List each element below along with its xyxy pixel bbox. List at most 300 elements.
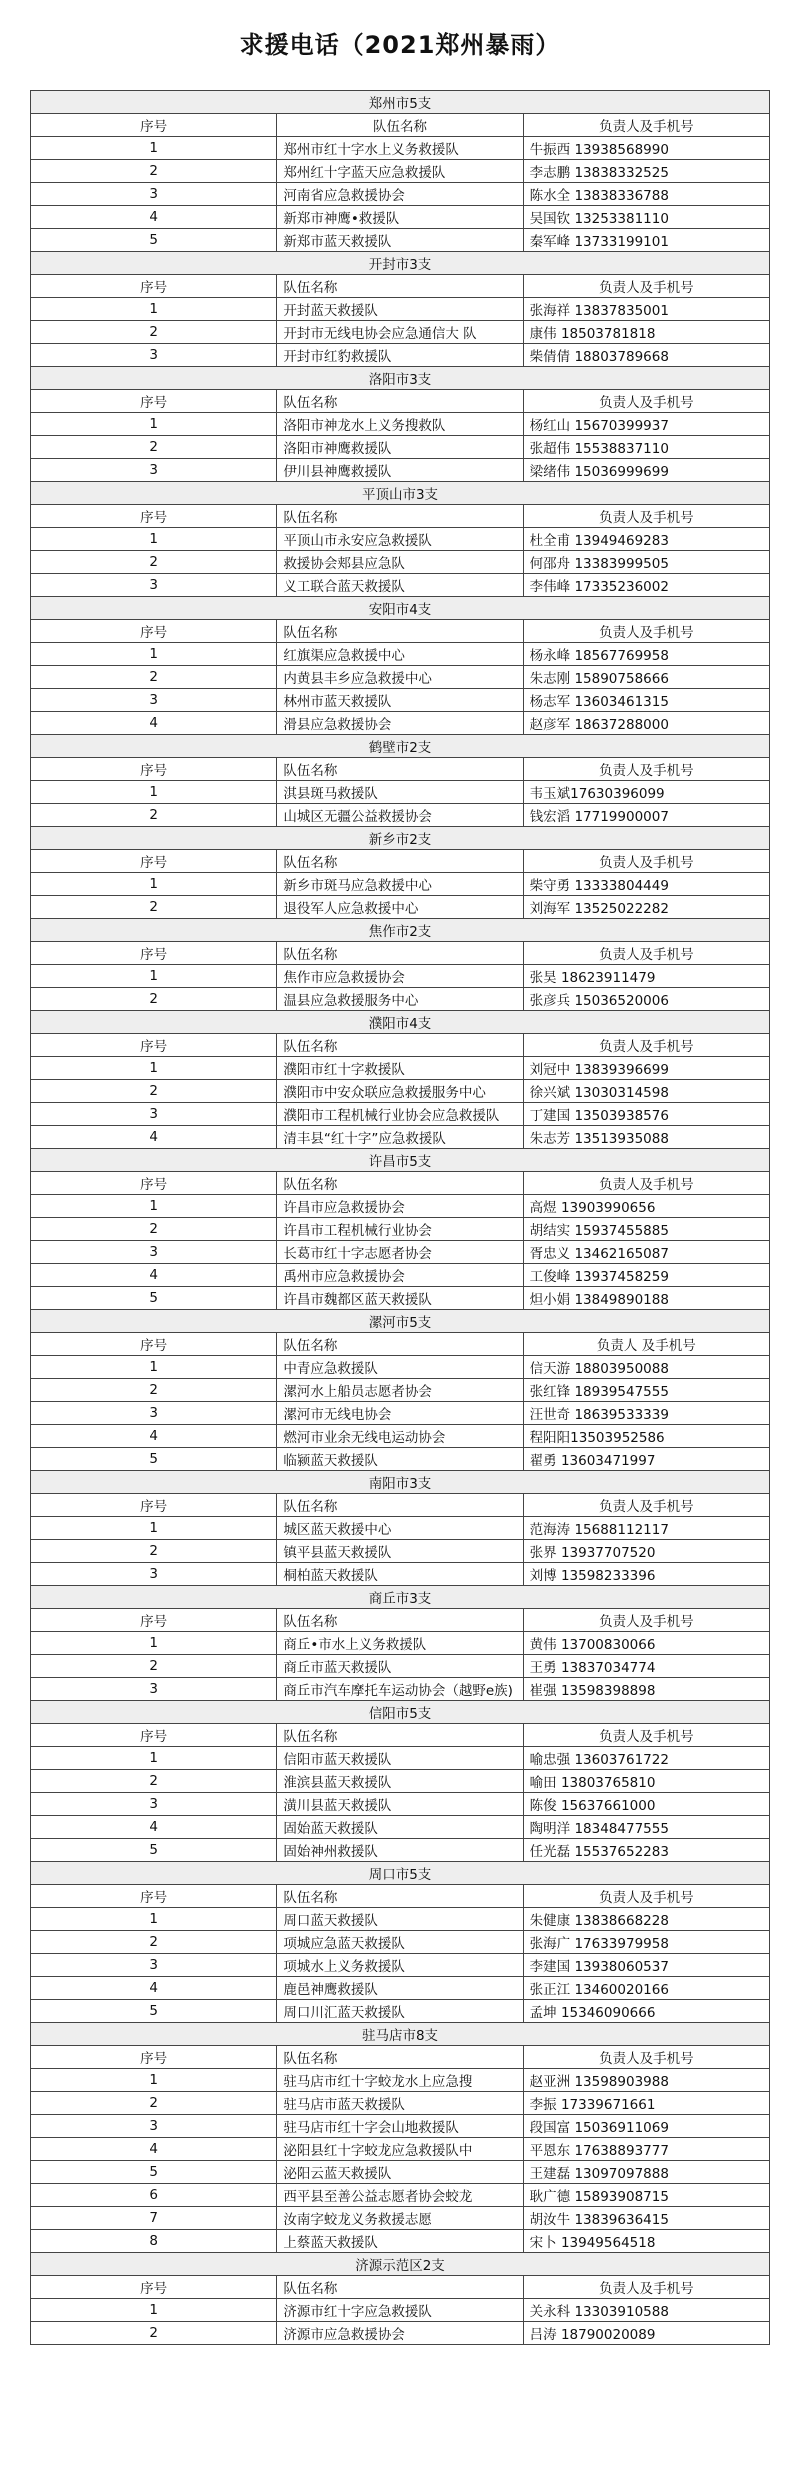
header-contact: 负责人及手机号 [523, 1885, 769, 1908]
header-no: 序号 [31, 1724, 277, 1747]
row-number: 1 [31, 528, 277, 551]
table-row [31, 1977, 770, 2000]
table-row [31, 321, 770, 344]
table-row [31, 1563, 770, 1586]
table-row [31, 1425, 770, 1448]
table-row [31, 160, 770, 183]
team-name: 商丘市汽车摩托车运动协会（越野e族) [277, 1678, 523, 1701]
table-row [31, 1816, 770, 1839]
header-team-name: 队伍名称 [277, 1885, 523, 1908]
row-number: 1 [31, 873, 277, 896]
team-name: 西平县至善公益志愿者协会蛟龙 [277, 2184, 523, 2207]
table-row [31, 2000, 770, 2023]
table-row [31, 1655, 770, 1678]
header-team-name: 队伍名称 [277, 758, 523, 781]
header-team-name: 队伍名称 [277, 1333, 523, 1356]
row-number: 3 [31, 1241, 277, 1264]
table-row [31, 1218, 770, 1241]
row-number: 1 [31, 413, 277, 436]
contact-person-phone: 杨永峰 18567769958 [523, 643, 769, 666]
table-row [31, 459, 770, 482]
header-contact: 负责人及手机号 [523, 942, 769, 965]
header-contact: 负责人及手机号 [523, 1494, 769, 1517]
header-team-name: 队伍名称 [277, 505, 523, 528]
contact-person-phone: 张彦兵 15036520006 [523, 988, 769, 1011]
header-team-name: 队伍名称 [277, 1609, 523, 1632]
city-heading: 开封市3支 [31, 252, 770, 275]
team-name: 固始蓝天救援队 [277, 1816, 523, 1839]
city-heading: 新乡市2支 [31, 827, 770, 850]
contact-person-phone: 丁建国 13503938576 [523, 1103, 769, 1126]
row-number: 5 [31, 1839, 277, 1862]
contact-person-phone: 任光磊 15537652283 [523, 1839, 769, 1862]
row-number: 2 [31, 1379, 277, 1402]
row-number: 1 [31, 137, 277, 160]
row-number: 3 [31, 459, 277, 482]
row-number: 3 [31, 1793, 277, 1816]
team-name: 焦作市应急救援协会 [277, 965, 523, 988]
table-row [31, 781, 770, 804]
contact-person-phone: 翟勇 13603471997 [523, 1448, 769, 1471]
table-row [31, 574, 770, 597]
contact-person-phone: 钱宏滔 17719900007 [523, 804, 769, 827]
team-name: 义工联合蓝天救援队 [277, 574, 523, 597]
city-heading: 信阳市5支 [31, 1701, 770, 1724]
contact-person-phone: 李志鹏 13838332525 [523, 160, 769, 183]
table-row [31, 1379, 770, 1402]
table-row [31, 137, 770, 160]
row-number: 4 [31, 206, 277, 229]
row-number: 4 [31, 1126, 277, 1149]
team-name: 救援协会郏县应急队 [277, 551, 523, 574]
team-name: 信阳市蓝天救援队 [277, 1747, 523, 1770]
team-name: 开封蓝天救援队 [277, 298, 523, 321]
team-name: 清丰县“红十字”应急救援队 [277, 1126, 523, 1149]
contact-person-phone: 关永科 13303910588 [523, 2299, 769, 2322]
city-row [31, 1471, 770, 1494]
row-number: 1 [31, 298, 277, 321]
table-row [31, 298, 770, 321]
city-row [31, 91, 770, 114]
row-number: 3 [31, 1954, 277, 1977]
city-row [31, 1011, 770, 1034]
contact-person-phone: 刘博 13598233396 [523, 1563, 769, 1586]
city-heading: 鹤壁市2支 [31, 735, 770, 758]
team-name: 洛阳市神鹰救援队 [277, 436, 523, 459]
team-name: 项城水上义务救援队 [277, 1954, 523, 1977]
header-no: 序号 [31, 390, 277, 413]
header-no: 序号 [31, 1034, 277, 1057]
header-row [31, 390, 770, 413]
row-number: 6 [31, 2184, 277, 2207]
row-number: 1 [31, 2299, 277, 2322]
header-team-name: 队伍名称 [277, 620, 523, 643]
city-heading: 商丘市3支 [31, 1586, 770, 1609]
row-number: 3 [31, 183, 277, 206]
header-no: 序号 [31, 275, 277, 298]
row-number: 2 [31, 1931, 277, 1954]
city-heading: 漯河市5支 [31, 1310, 770, 1333]
contact-person-phone: 刘冠中 13839396699 [523, 1057, 769, 1080]
table-row [31, 1264, 770, 1287]
city-heading: 濮阳市4支 [31, 1011, 770, 1034]
header-row [31, 942, 770, 965]
contact-person-phone: 杨红山 15670399937 [523, 413, 769, 436]
team-name: 山城区无疆公益救援协会 [277, 804, 523, 827]
table-row [31, 551, 770, 574]
contact-person-phone: 张正江 13460020166 [523, 1977, 769, 2000]
contact-person-phone: 范海涛 15688112117 [523, 1517, 769, 1540]
row-number: 1 [31, 1632, 277, 1655]
contact-person-phone: 何邵舟 13383999505 [523, 551, 769, 574]
contact-person-phone: 柴守勇 13333804449 [523, 873, 769, 896]
table-row [31, 1540, 770, 1563]
row-number: 4 [31, 2138, 277, 2161]
city-row [31, 735, 770, 758]
row-number: 1 [31, 643, 277, 666]
table-row [31, 206, 770, 229]
header-row [31, 2046, 770, 2069]
header-row [31, 1333, 770, 1356]
row-number: 2 [31, 2092, 277, 2115]
city-heading: 安阳市4支 [31, 597, 770, 620]
row-number: 1 [31, 2069, 277, 2092]
city-row [31, 1586, 770, 1609]
header-contact: 负责人及手机号 [523, 850, 769, 873]
header-no: 序号 [31, 1609, 277, 1632]
row-number: 2 [31, 804, 277, 827]
team-name: 桐柏蓝天救援队 [277, 1563, 523, 1586]
contact-person-phone: 朱健康 13838668228 [523, 1908, 769, 1931]
city-row [31, 1310, 770, 1333]
header-contact: 负责人及手机号 [523, 1724, 769, 1747]
team-name: 濮阳市红十字救援队 [277, 1057, 523, 1080]
rescue-contacts-body [31, 91, 770, 2345]
row-number: 1 [31, 1747, 277, 1770]
team-name: 内黄县丰乡应急救援中心 [277, 666, 523, 689]
contact-person-phone: 陈俊 15637661000 [523, 1793, 769, 1816]
row-number: 5 [31, 1448, 277, 1471]
row-number: 2 [31, 1080, 277, 1103]
contact-person-phone: 李伟峰 17335236002 [523, 574, 769, 597]
city-heading: 平顶山市3支 [31, 482, 770, 505]
team-name: 许昌市应急救援协会 [277, 1195, 523, 1218]
row-number: 2 [31, 321, 277, 344]
table-row [31, 2184, 770, 2207]
city-heading: 洛阳市3支 [31, 367, 770, 390]
row-number: 1 [31, 1908, 277, 1931]
team-name: 驻马店市红十字会山地救援队 [277, 2115, 523, 2138]
contact-person-phone: 陈水全 13838336788 [523, 183, 769, 206]
table-row [31, 1678, 770, 1701]
table-row [31, 2115, 770, 2138]
header-row [31, 850, 770, 873]
city-heading: 郑州市5支 [31, 91, 770, 114]
team-name: 开封市无线电协会应急通信大 队 [277, 321, 523, 344]
row-number: 2 [31, 1655, 277, 1678]
contact-person-phone: 宋卜 13949564518 [523, 2230, 769, 2253]
contact-person-phone: 炟小娟 13849890188 [523, 1287, 769, 1310]
team-name: 开封市红豹救援队 [277, 344, 523, 367]
team-name: 燃河市业余无线电运动协会 [277, 1425, 523, 1448]
city-heading: 许昌市5支 [31, 1149, 770, 1172]
team-name: 汝南字蛟龙义务救援志愿 [277, 2207, 523, 2230]
table-row [31, 2322, 770, 2345]
contact-person-phone: 黄伟 13700830066 [523, 1632, 769, 1655]
city-heading: 周口市5支 [31, 1862, 770, 1885]
team-name: 泌阳县红十字蛟龙应急救援队中 [277, 2138, 523, 2161]
team-name: 漯河水上船员志愿者协会 [277, 1379, 523, 1402]
header-team-name: 队伍名称 [277, 1724, 523, 1747]
contact-person-phone: 朱志芳 13513935088 [523, 1126, 769, 1149]
table-row [31, 1793, 770, 1816]
table-row [31, 413, 770, 436]
team-name: 温县应急救援服务中心 [277, 988, 523, 1011]
table-row [31, 436, 770, 459]
table-row [31, 1839, 770, 1862]
contact-person-phone: 崔强 13598398898 [523, 1678, 769, 1701]
team-name: 固始神州救援队 [277, 1839, 523, 1862]
header-team-name: 队伍名称 [277, 114, 523, 137]
row-number: 4 [31, 712, 277, 735]
team-name: 济源市红十字应急救援队 [277, 2299, 523, 2322]
header-no: 序号 [31, 942, 277, 965]
header-contact: 负责人及手机号 [523, 390, 769, 413]
table-row [31, 1356, 770, 1379]
team-name: 洛阳市神龙水上义务搜救队 [277, 413, 523, 436]
city-row [31, 367, 770, 390]
header-contact: 负责人及手机号 [523, 275, 769, 298]
contact-person-phone: 柴倩倩 18803789668 [523, 344, 769, 367]
team-name: 濮阳市工程机械行业协会应急救援队 [277, 1103, 523, 1126]
table-row [31, 1954, 770, 1977]
contact-person-phone: 张超伟 15538837110 [523, 436, 769, 459]
team-name: 潢川县蓝天救援队 [277, 1793, 523, 1816]
table-row [31, 1770, 770, 1793]
city-row [31, 482, 770, 505]
contact-person-phone: 胥忠义 13462165087 [523, 1241, 769, 1264]
contact-person-phone: 喻忠强 13603761722 [523, 1747, 769, 1770]
city-heading: 焦作市2支 [31, 919, 770, 942]
table-row [31, 2138, 770, 2161]
team-name: 镇平县蓝天救援队 [277, 1540, 523, 1563]
table-row [31, 896, 770, 919]
header-no: 序号 [31, 850, 277, 873]
table-row [31, 2092, 770, 2115]
table-row [31, 689, 770, 712]
city-row [31, 919, 770, 942]
city-heading: 济源示范区2支 [31, 2253, 770, 2276]
header-no: 序号 [31, 2046, 277, 2069]
table-row [31, 1632, 770, 1655]
contact-person-phone: 汪世奇 18639533339 [523, 1402, 769, 1425]
contact-person-phone: 吴国钦 13253381110 [523, 206, 769, 229]
row-number: 8 [31, 2230, 277, 2253]
contact-person-phone: 段国富 15036911069 [523, 2115, 769, 2138]
row-number: 1 [31, 965, 277, 988]
team-name: 红旗渠应急救援中心 [277, 643, 523, 666]
header-row [31, 1609, 770, 1632]
team-name: 新乡市斑马应急救援中心 [277, 873, 523, 896]
city-row [31, 1701, 770, 1724]
team-name: 郑州红十字蓝天应急救援队 [277, 160, 523, 183]
row-number: 4 [31, 1977, 277, 2000]
table-row [31, 1931, 770, 1954]
header-row [31, 1885, 770, 1908]
contact-person-phone: 康伟 18503781818 [523, 321, 769, 344]
table-row [31, 183, 770, 206]
city-row [31, 1862, 770, 1885]
team-name: 驻马店市蓝天救援队 [277, 2092, 523, 2115]
team-name: 淇县斑马救援队 [277, 781, 523, 804]
team-name: 周口川汇蓝天救援队 [277, 2000, 523, 2023]
team-name: 伊川县神鹰救援队 [277, 459, 523, 482]
contact-person-phone: 陶明洋 18348477555 [523, 1816, 769, 1839]
contact-person-phone: 李建国 13938060537 [523, 1954, 769, 1977]
contact-person-phone: 梁绪伟 15036999699 [523, 459, 769, 482]
table-row [31, 1080, 770, 1103]
header-team-name: 队伍名称 [277, 2046, 523, 2069]
row-number: 3 [31, 1402, 277, 1425]
contact-person-phone: 王勇 13837034774 [523, 1655, 769, 1678]
team-name: 新郑市神鹰•救援队 [277, 206, 523, 229]
contact-person-phone: 平恩东 17638893777 [523, 2138, 769, 2161]
contact-person-phone: 程阳阳13503952586 [523, 1425, 769, 1448]
header-contact: 负责人及手机号 [523, 114, 769, 137]
header-no: 序号 [31, 758, 277, 781]
header-contact: 负责人 及手机号 [523, 1333, 769, 1356]
team-name: 泌阳云蓝天救援队 [277, 2161, 523, 2184]
team-name: 周口蓝天救援队 [277, 1908, 523, 1931]
contact-person-phone: 赵亚洲 13598903988 [523, 2069, 769, 2092]
table-row [31, 1103, 770, 1126]
team-name: 驻马店市红十字蛟龙水上应急搜 [277, 2069, 523, 2092]
contact-person-phone: 秦军峰 13733199101 [523, 229, 769, 252]
header-no: 序号 [31, 114, 277, 137]
team-name: 新郑市蓝天救援队 [277, 229, 523, 252]
row-number: 3 [31, 574, 277, 597]
table-row [31, 1126, 770, 1149]
row-number: 3 [31, 689, 277, 712]
table-row [31, 1241, 770, 1264]
table-row [31, 2299, 770, 2322]
team-name: 项城应急蓝天救援队 [277, 1931, 523, 1954]
row-number: 5 [31, 1287, 277, 1310]
contact-person-phone: 喻田 13803765810 [523, 1770, 769, 1793]
row-number: 5 [31, 2000, 277, 2023]
table-row [31, 528, 770, 551]
row-number: 4 [31, 1816, 277, 1839]
team-name: 林州市蓝天救援队 [277, 689, 523, 712]
contact-person-phone: 信天游 18803950088 [523, 1356, 769, 1379]
city-heading: 南阳市3支 [31, 1471, 770, 1494]
header-team-name: 队伍名称 [277, 275, 523, 298]
table-row [31, 804, 770, 827]
contact-person-phone: 高煜 13903990656 [523, 1195, 769, 1218]
team-name: 临颍蓝天救援队 [277, 1448, 523, 1471]
header-row [31, 2276, 770, 2299]
row-number: 2 [31, 2322, 277, 2345]
row-number: 5 [31, 229, 277, 252]
team-name: 淮滨县蓝天救援队 [277, 1770, 523, 1793]
header-contact: 负责人及手机号 [523, 620, 769, 643]
header-contact: 负责人及手机号 [523, 505, 769, 528]
table-row [31, 965, 770, 988]
city-row [31, 1149, 770, 1172]
table-row [31, 643, 770, 666]
team-name: 禹州市应急救援协会 [277, 1264, 523, 1287]
contact-person-phone: 耿广德 15893908715 [523, 2184, 769, 2207]
table-row [31, 1517, 770, 1540]
table-row [31, 344, 770, 367]
header-contact: 负责人及手机号 [523, 1034, 769, 1057]
contact-person-phone: 杜全甫 13949469283 [523, 528, 769, 551]
header-contact: 负责人及手机号 [523, 2046, 769, 2069]
team-name: 平顶山市永安应急救援队 [277, 528, 523, 551]
contact-person-phone: 朱志刚 15890758666 [523, 666, 769, 689]
row-number: 3 [31, 2115, 277, 2138]
table-row [31, 666, 770, 689]
rescue-contacts-table [30, 90, 770, 2345]
contact-person-phone: 张海广 17633979958 [523, 1931, 769, 1954]
header-contact: 负责人及手机号 [523, 758, 769, 781]
header-no: 序号 [31, 1172, 277, 1195]
table-row [31, 2069, 770, 2092]
table-row [31, 2161, 770, 2184]
team-name: 许昌市魏都区蓝天救援队 [277, 1287, 523, 1310]
header-row [31, 114, 770, 137]
team-name: 城区蓝天救援中心 [277, 1517, 523, 1540]
team-name: 中青应急救援队 [277, 1356, 523, 1379]
contact-person-phone: 李振 17339671661 [523, 2092, 769, 2115]
row-number: 1 [31, 1057, 277, 1080]
row-number: 1 [31, 1195, 277, 1218]
team-name: 退役军人应急救援中心 [277, 896, 523, 919]
contact-person-phone: 徐兴斌 13030314598 [523, 1080, 769, 1103]
team-name: 商丘•市水上义务救援队 [277, 1632, 523, 1655]
table-row [31, 988, 770, 1011]
contact-person-phone: 刘海军 13525022282 [523, 896, 769, 919]
row-number: 2 [31, 1218, 277, 1241]
team-name: 滑县应急救援协会 [277, 712, 523, 735]
header-team-name: 队伍名称 [277, 942, 523, 965]
row-number: 3 [31, 344, 277, 367]
row-number: 2 [31, 160, 277, 183]
header-contact: 负责人及手机号 [523, 2276, 769, 2299]
table-row [31, 2230, 770, 2253]
table-row [31, 873, 770, 896]
team-name: 鹿邑神鹰救援队 [277, 1977, 523, 2000]
header-no: 序号 [31, 1494, 277, 1517]
table-row [31, 1057, 770, 1080]
table-row [31, 1402, 770, 1425]
header-no: 序号 [31, 1885, 277, 1908]
contact-person-phone: 杨志军 13603461315 [523, 689, 769, 712]
header-row [31, 1724, 770, 1747]
row-number: 2 [31, 436, 277, 459]
contact-person-phone: 胡结实 15937455885 [523, 1218, 769, 1241]
header-row [31, 1172, 770, 1195]
city-row [31, 2253, 770, 2276]
city-row [31, 252, 770, 275]
team-name: 商丘市蓝天救援队 [277, 1655, 523, 1678]
city-row [31, 2023, 770, 2046]
table-row [31, 2207, 770, 2230]
row-number: 5 [31, 2161, 277, 2184]
contact-person-phone: 张海祥 13837835001 [523, 298, 769, 321]
city-heading: 驻马店市8支 [31, 2023, 770, 2046]
row-number: 4 [31, 1425, 277, 1448]
